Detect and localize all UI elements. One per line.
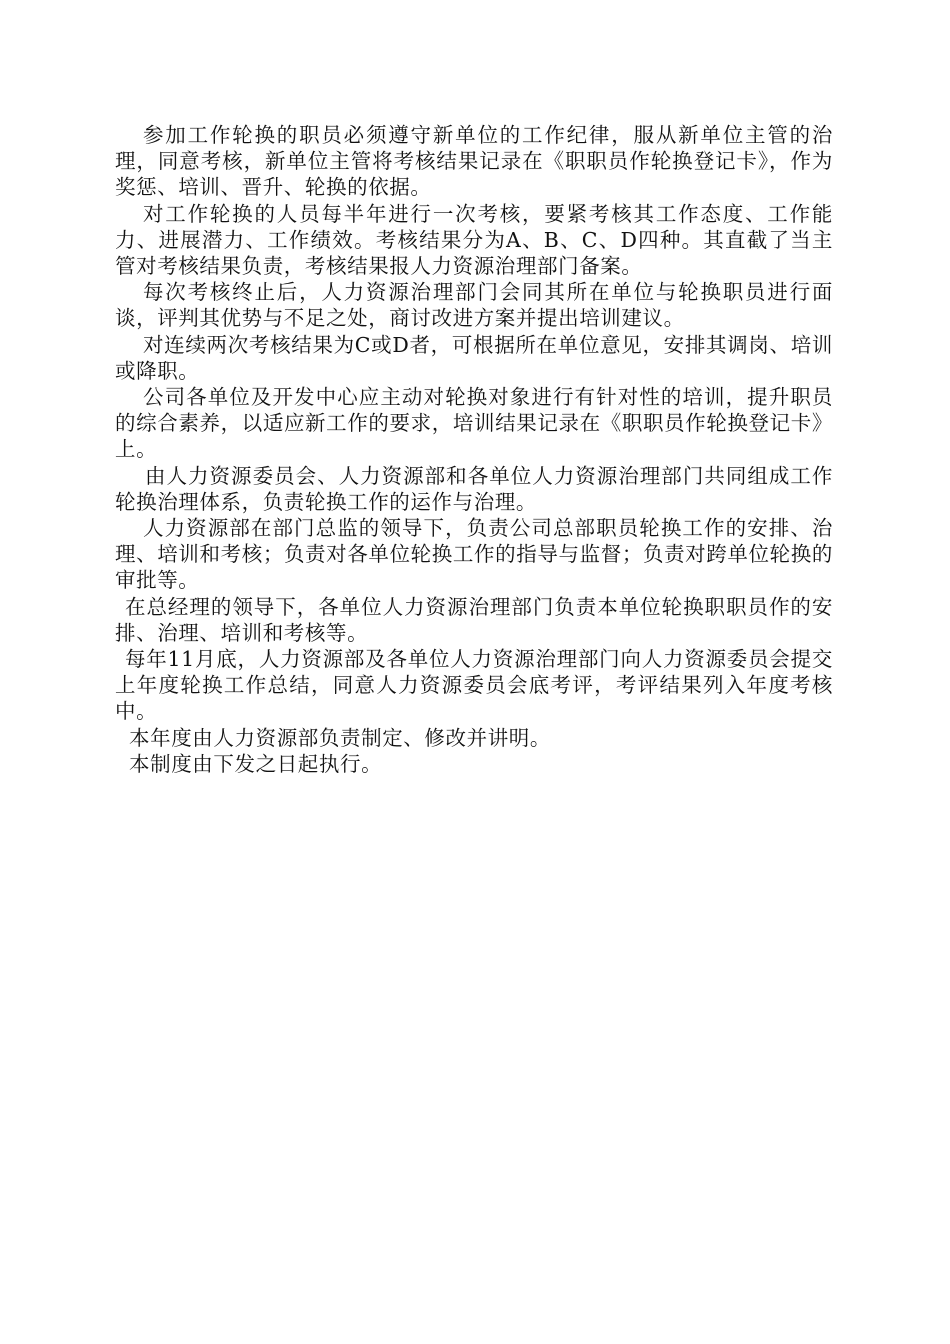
paragraph-hr-department-duties: 人力资源部在部门总监的领导下，负责公司总部职员轮换工作的安排、治理、培训和考核；负责对各单位轮换工作的指导与监督；负责对跨单位轮换的审批等。 bbox=[115, 516, 833, 593]
paragraph-consecutive-results: 对连续两次考核结果为C或D者，可根据所在单位意见，安排其调岗、培训或降职。 bbox=[115, 332, 833, 383]
paragraph-management-system: 由人力资源委员会、人力资源部和各单位人力资源治理部门共同组成工作轮换治理体系，负责轮换工作的运作与治理。 bbox=[115, 463, 833, 514]
paragraph-annual-summary: 每年11月底，人力资源部及各单位人力资源治理部门向人力资源委员会提交上年度轮换工作总结，同意人力资源委员会底考评，考评结果列入年度考核中。 bbox=[115, 647, 833, 724]
paragraph-revision-authority: 本年度由人力资源部负责制定、修改并讲明。 bbox=[129, 725, 551, 750]
paragraph-unit-hr-duties: 在总经理的领导下，各单位人力资源治理部门负责本单位轮换职职员作的安排、治理、培训和考核等。 bbox=[115, 594, 833, 645]
paragraph-rotation-discipline: 参加工作轮换的职员必须遵守新单位的工作纪律，服从新单位主管的治理，同意考核，新单位主管将考核结果记录在《职职员作轮换登记卡》，作为奖惩、培训、晋升、轮换的依据。 bbox=[115, 123, 833, 200]
paragraph-semiannual-assessment: 对工作轮换的人员每半年进行一次考核，要紧考核其工作态度、工作能力、进展潜力、工作绩效。考核结果分为A、B、C、D四种。其直截了当主管对考核结果负责，考核结果报人力资源治理部门备案。 bbox=[115, 201, 833, 279]
paragraph-assessment-interview: 每次考核终止后，人力资源治理部门会同其所在单位与轮换职员进行面谈，评判其优势与不足之处，商讨改进方案并提出培训建议。 bbox=[115, 280, 833, 331]
paragraph-effective-date: 本制度由下发之日起执行。 bbox=[129, 751, 383, 776]
document-body bbox=[115, 122, 833, 777]
paragraph-targeted-training: 公司各单位及开发中心应主动对轮换对象进行有针对性的培训，提升职员的综合素养，以适应新工作的要求，培训结果记录在《职职员作轮换登记卡》上。 bbox=[115, 385, 833, 462]
